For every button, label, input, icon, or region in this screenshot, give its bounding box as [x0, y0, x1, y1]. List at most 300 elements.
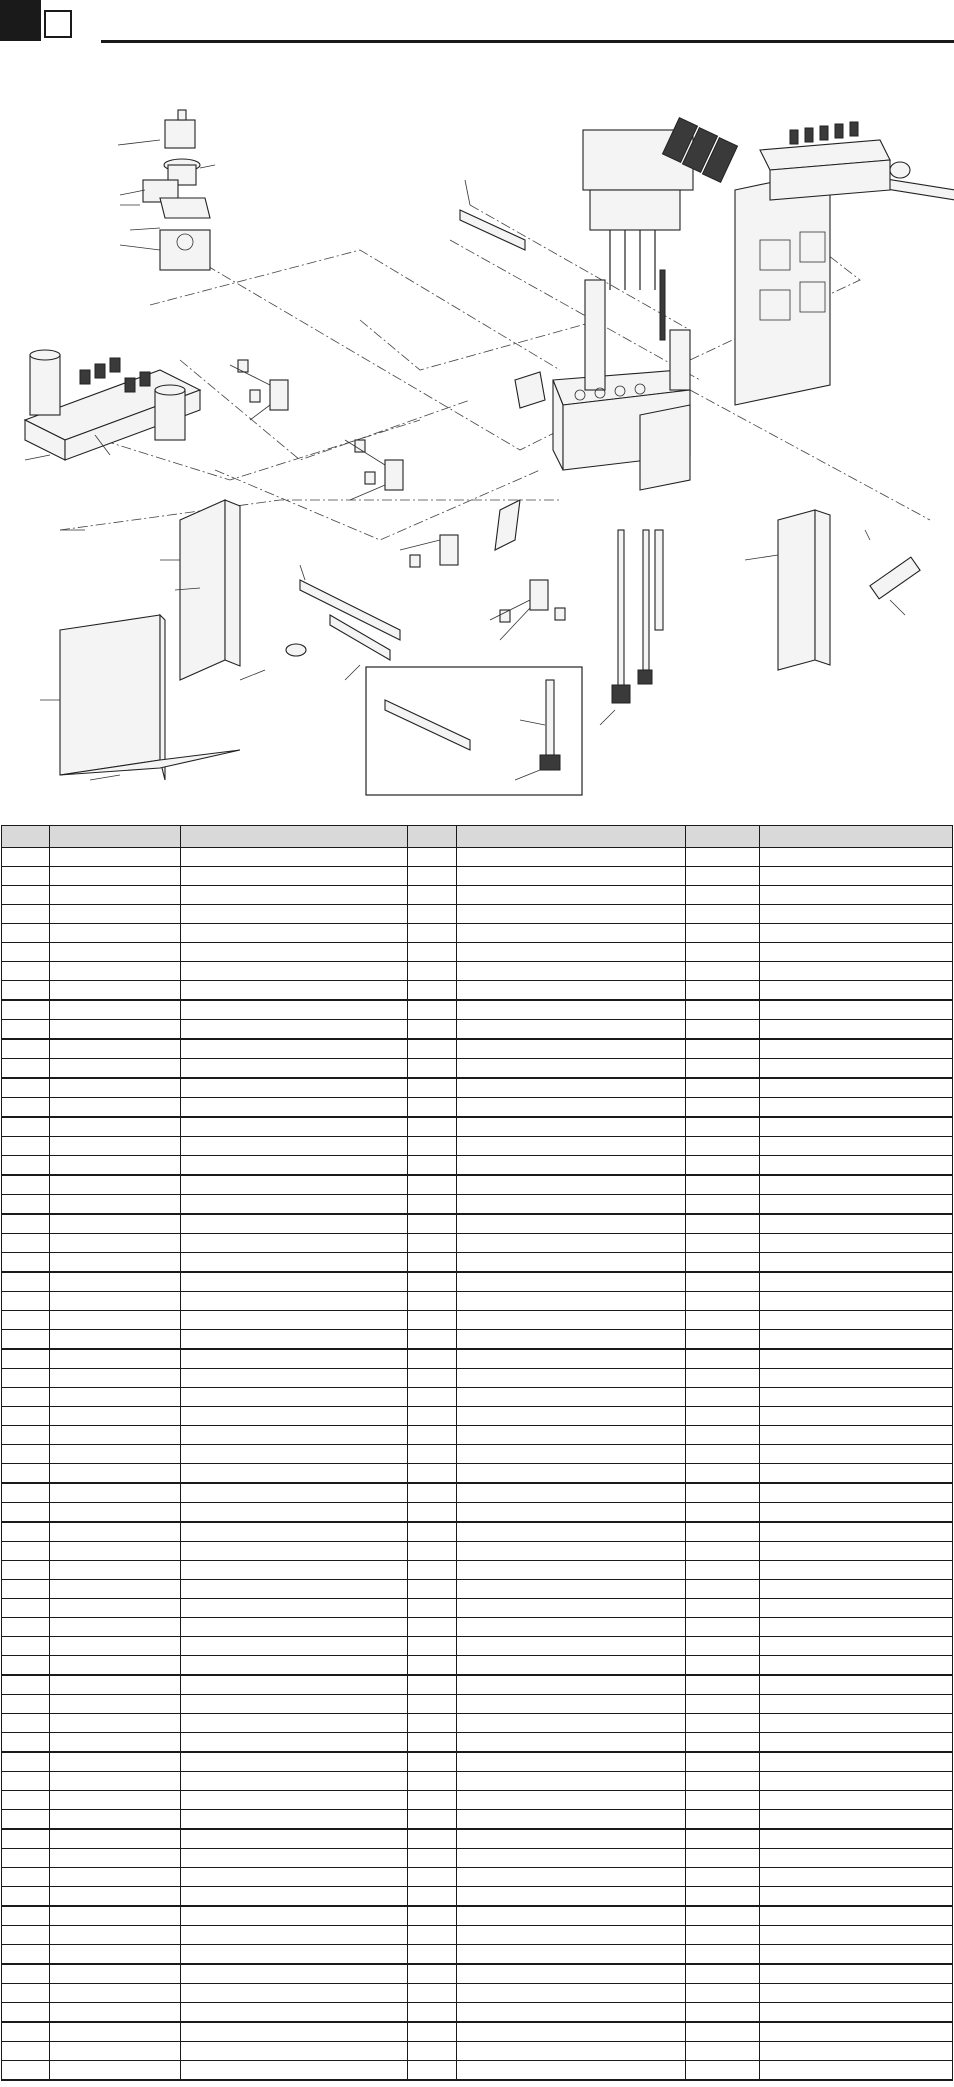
- table-row: [2, 1733, 953, 1753]
- table-cell: [686, 905, 760, 924]
- table-row: [2, 1156, 953, 1176]
- table-cell: [686, 1349, 760, 1369]
- table-cell: [686, 2003, 760, 2023]
- table-cell: [2, 1656, 50, 1676]
- table-cell: [2, 962, 50, 981]
- table-cell: [686, 1984, 760, 2003]
- table-cell: [686, 1137, 760, 1156]
- table-cell: [457, 848, 686, 867]
- table-cell: [686, 1599, 760, 1618]
- table-cell: [686, 1234, 760, 1253]
- slide-rail: [286, 565, 400, 680]
- table-cell: [50, 981, 181, 1001]
- table-cell: [2, 2042, 50, 2061]
- table-cell: [50, 1253, 181, 1273]
- table-cell: [408, 1426, 457, 1445]
- table-cell: [457, 1272, 686, 1292]
- table-cell: [408, 1137, 457, 1156]
- table-cell: [50, 1483, 181, 1503]
- table-cell: [50, 1714, 181, 1733]
- table-cell: [408, 1695, 457, 1714]
- table-cell: [760, 962, 953, 981]
- table-cell: [181, 1020, 408, 1040]
- table-row: [2, 1483, 953, 1503]
- table-row: [2, 1964, 953, 1984]
- table-cell: [408, 1156, 457, 1176]
- table-cell: [686, 1253, 760, 1273]
- table-cell: [686, 924, 760, 943]
- table-row: [2, 1445, 953, 1464]
- table-cell: [408, 1292, 457, 1311]
- table-cell: [457, 1156, 686, 1176]
- table-cell: [181, 1656, 408, 1676]
- table-cell: [457, 1059, 686, 1079]
- table-cell: [760, 1388, 953, 1407]
- table-cell: [50, 1349, 181, 1369]
- table-cell: [50, 1656, 181, 1676]
- table-cell: [2, 981, 50, 1001]
- table-cell: [2, 1175, 50, 1195]
- table-cell: [408, 1599, 457, 1618]
- table-cell: [50, 1330, 181, 1350]
- table-cell: [408, 2022, 457, 2042]
- table-cell: [408, 1906, 457, 1926]
- table-cell: [2, 1984, 50, 2003]
- table-cell: [50, 1000, 181, 1020]
- table-cell: [457, 1599, 686, 1618]
- table-cell: [408, 1078, 457, 1098]
- table-cell: [457, 1464, 686, 1484]
- table-cell: [760, 1675, 953, 1695]
- table-cell: [686, 1369, 760, 1388]
- table-cell: [408, 1253, 457, 1273]
- table-cell: [760, 1330, 953, 1350]
- table-cell: [181, 1637, 408, 1656]
- table-cell: [408, 1000, 457, 1020]
- table-cell: [760, 1964, 953, 1984]
- table-row: [2, 1426, 953, 1445]
- table-cell: [2, 1253, 50, 1273]
- table-cell: [760, 1078, 953, 1098]
- table-cell: [2, 2003, 50, 2023]
- table-cell: [686, 1311, 760, 1330]
- table-cell: [760, 1445, 953, 1464]
- parts-table: [1, 825, 953, 2081]
- table-cell: [760, 1618, 953, 1637]
- table-cell: [686, 1733, 760, 1753]
- table-cell: [50, 1849, 181, 1868]
- table-cell: [2, 1791, 50, 1810]
- table-cell: [457, 1522, 686, 1542]
- table-cell: [760, 1020, 953, 1040]
- table-cell: [50, 924, 181, 943]
- table-cell: [457, 1503, 686, 1523]
- table-row: [2, 1868, 953, 1887]
- table-cell: [408, 1580, 457, 1599]
- table-cell: [181, 962, 408, 981]
- table-cell: [181, 1000, 408, 1020]
- table-cell: [408, 1561, 457, 1580]
- table-cell: [50, 886, 181, 905]
- table-cell: [408, 1656, 457, 1676]
- table-cell: [181, 1175, 408, 1195]
- table-cell: [760, 1195, 953, 1215]
- table-cell: [760, 1000, 953, 1020]
- table-cell: [457, 1078, 686, 1098]
- table-row: [2, 962, 953, 981]
- table-row: [2, 1618, 953, 1637]
- header-rule: [101, 40, 954, 43]
- table-cell: [2, 1599, 50, 1618]
- column-header: [408, 826, 457, 848]
- table-cell: [181, 1039, 408, 1059]
- table-cell: [2, 1234, 50, 1253]
- table-cell: [457, 1175, 686, 1195]
- table-cell: [457, 1810, 686, 1830]
- table-cell: [457, 1887, 686, 1907]
- table-row: [2, 1253, 953, 1273]
- table-cell: [457, 1656, 686, 1676]
- table-cell: [408, 981, 457, 1001]
- table-cell: [408, 943, 457, 962]
- table-cell: [760, 1849, 953, 1868]
- table-cell: [457, 1542, 686, 1561]
- table-cell: [457, 1137, 686, 1156]
- table-cell: [457, 905, 686, 924]
- table-cell: [457, 1829, 686, 1849]
- table-row: [2, 981, 953, 1001]
- table-cell: [760, 1137, 953, 1156]
- table-row: [2, 1675, 953, 1695]
- table-cell: [760, 1752, 953, 1772]
- table-cell: [2, 1407, 50, 1426]
- table-row: [2, 2022, 953, 2042]
- table-cell: [2, 1772, 50, 1791]
- table-cell: [50, 1137, 181, 1156]
- table-row: [2, 1272, 953, 1292]
- table-row: [2, 1078, 953, 1098]
- table-cell: [457, 1000, 686, 1020]
- table-cell: [181, 1445, 408, 1464]
- table-cell: [760, 1175, 953, 1195]
- table-cell: [181, 1483, 408, 1503]
- table-row: [2, 1234, 953, 1253]
- table-cell: [50, 962, 181, 981]
- table-cell: [50, 1868, 181, 1887]
- table-cell: [408, 1039, 457, 1059]
- table-cell: [50, 1599, 181, 1618]
- table-cell: [181, 1059, 408, 1079]
- table-row: [2, 1752, 953, 1772]
- table-cell: [181, 2042, 408, 2061]
- table-cell: [2, 1810, 50, 1830]
- table-cell: [2, 1117, 50, 1137]
- table-cell: [2, 924, 50, 943]
- table-cell: [408, 1214, 457, 1234]
- table-cell: [457, 1752, 686, 1772]
- column-header: [457, 826, 686, 848]
- table-cell: [686, 1580, 760, 1599]
- table-cell: [408, 2003, 457, 2023]
- table-cell: [181, 1156, 408, 1176]
- table-cell: [457, 1868, 686, 1887]
- column-header: [50, 826, 181, 848]
- table-cell: [50, 1039, 181, 1059]
- table-cell: [2, 848, 50, 867]
- table-cell: [686, 848, 760, 867]
- table-cell: [50, 1059, 181, 1079]
- table-cell: [50, 867, 181, 886]
- cylinder-assembly: [118, 110, 215, 270]
- parts-table-header-row: [2, 826, 953, 848]
- table-cell: [2, 1733, 50, 1753]
- table-cell: [686, 1849, 760, 1868]
- table-cell: [2, 867, 50, 886]
- table-cell: [686, 1292, 760, 1311]
- table-cell: [408, 1984, 457, 2003]
- table-cell: [181, 2003, 408, 2023]
- table-cell: [2, 2022, 50, 2042]
- table-cell: [457, 1117, 686, 1137]
- table-cell: [2, 1964, 50, 1984]
- table-cell: [686, 886, 760, 905]
- table-cell: [2, 1330, 50, 1350]
- table-cell: [2, 1388, 50, 1407]
- table-row: [2, 1906, 953, 1926]
- table-row: [2, 1311, 953, 1330]
- table-cell: [408, 1369, 457, 1388]
- table-cell: [457, 1675, 686, 1695]
- table-cell: [181, 1195, 408, 1215]
- table-cell: [2, 2061, 50, 2081]
- table-cell: [686, 1445, 760, 1464]
- table-cell: [2, 1059, 50, 1079]
- table-cell: [408, 1618, 457, 1637]
- table-cell: [686, 1868, 760, 1887]
- table-cell: [457, 1580, 686, 1599]
- table-cell: [181, 1887, 408, 1907]
- table-cell: [686, 1214, 760, 1234]
- table-cell: [408, 1964, 457, 1984]
- table-cell: [408, 1272, 457, 1292]
- table-cell: [2, 1868, 50, 1887]
- table-cell: [181, 1599, 408, 1618]
- table-row: [2, 1772, 953, 1791]
- table-cell: [2, 1195, 50, 1215]
- table-cell: [50, 1772, 181, 1791]
- table-cell: [760, 1580, 953, 1599]
- table-row: [2, 1407, 953, 1426]
- table-cell: [457, 1214, 686, 1234]
- table-cell: [686, 1059, 760, 1079]
- table-cell: [686, 1561, 760, 1580]
- table-cell: [181, 1078, 408, 1098]
- table-cell: [457, 1330, 686, 1350]
- table-cell: [50, 1791, 181, 1810]
- table-cell: [181, 1849, 408, 1868]
- table-row: [2, 1829, 953, 1849]
- table-row: [2, 1791, 953, 1810]
- table-cell: [760, 848, 953, 867]
- table-cell: [760, 1039, 953, 1059]
- table-cell: [686, 1175, 760, 1195]
- table-cell: [457, 1926, 686, 1945]
- table-cell: [760, 2061, 953, 2081]
- table-cell: [408, 1483, 457, 1503]
- section-marker-box: [44, 10, 72, 38]
- table-cell: [408, 1234, 457, 1253]
- table-cell: [2, 1464, 50, 1484]
- table-cell: [50, 1445, 181, 1464]
- table-cell: [760, 886, 953, 905]
- table-cell: [408, 1020, 457, 1040]
- table-cell: [408, 1829, 457, 1849]
- table-cell: [181, 1714, 408, 1733]
- table-cell: [181, 905, 408, 924]
- table-cell: [760, 1829, 953, 1849]
- table-cell: [2, 1156, 50, 1176]
- table-cell: [457, 1984, 686, 2003]
- table-cell: [181, 1117, 408, 1137]
- table-cell: [408, 1752, 457, 1772]
- table-cell: [686, 1772, 760, 1791]
- table-cell: [181, 1580, 408, 1599]
- table-cell: [457, 1234, 686, 1253]
- table-cell: [408, 1791, 457, 1810]
- table-cell: [760, 1369, 953, 1388]
- table-cell: [408, 1542, 457, 1561]
- table-cell: [686, 2022, 760, 2042]
- table-cell: [2, 1020, 50, 1040]
- table-cell: [2, 1714, 50, 1733]
- table-cell: [408, 1349, 457, 1369]
- table-cell: [181, 1098, 408, 1118]
- table-cell: [760, 1117, 953, 1137]
- table-cell: [686, 1039, 760, 1059]
- table-cell: [2, 1292, 50, 1311]
- table-cell: [457, 1195, 686, 1215]
- table-cell: [457, 1964, 686, 1984]
- table-cell: [686, 1156, 760, 1176]
- table-row: [2, 1214, 953, 1234]
- table-cell: [760, 1926, 953, 1945]
- table-cell: [408, 1772, 457, 1791]
- table-row: [2, 1887, 953, 1907]
- table-cell: [408, 1522, 457, 1542]
- table-row: [2, 1984, 953, 2003]
- table-cell: [457, 1849, 686, 1868]
- table-row: [2, 1369, 953, 1388]
- table-cell: [457, 1292, 686, 1311]
- table-cell: [686, 1078, 760, 1098]
- rear-frame-plate: [735, 122, 954, 405]
- table-cell: [2, 1618, 50, 1637]
- table-cell: [50, 848, 181, 867]
- table-cell: [760, 1407, 953, 1426]
- table-cell: [2, 1580, 50, 1599]
- table-cell: [50, 1522, 181, 1542]
- table-cell: [2, 1945, 50, 1965]
- table-cell: [686, 1695, 760, 1714]
- table-cell: [181, 1292, 408, 1311]
- table-cell: [760, 1542, 953, 1561]
- table-cell: [686, 1906, 760, 1926]
- table-cell: [457, 1253, 686, 1273]
- table-row: [2, 867, 953, 886]
- table-cell: [686, 2042, 760, 2061]
- table-cell: [408, 886, 457, 905]
- table-row: [2, 2061, 953, 2081]
- table-cell: [2, 1675, 50, 1695]
- table-cell: [686, 1714, 760, 1733]
- table-cell: [760, 943, 953, 962]
- parts-table-body: [2, 848, 953, 2081]
- table-cell: [457, 1791, 686, 1810]
- table-cell: [2, 1272, 50, 1292]
- table-cell: [50, 1292, 181, 1311]
- table-cell: [181, 1561, 408, 1580]
- table-row: [2, 1561, 953, 1580]
- table-cell: [181, 1253, 408, 1273]
- table-cell: [181, 1522, 408, 1542]
- table-cell: [457, 2061, 686, 2081]
- table-cell: [457, 1349, 686, 1369]
- table-cell: [457, 1020, 686, 1040]
- top-bar: [460, 180, 545, 550]
- table-cell: [2, 1906, 50, 1926]
- table-cell: [50, 1945, 181, 1965]
- table-row: [2, 1020, 953, 1040]
- table-cell: [686, 1503, 760, 1523]
- table-cell: [760, 1637, 953, 1656]
- table-cell: [408, 1464, 457, 1484]
- table-cell: [457, 962, 686, 981]
- table-cell: [2, 1926, 50, 1945]
- table-cell: [408, 2042, 457, 2061]
- table-cell: [50, 1214, 181, 1234]
- table-cell: [408, 867, 457, 886]
- table-row: [2, 1117, 953, 1137]
- table-cell: [760, 1349, 953, 1369]
- table-cell: [181, 1464, 408, 1484]
- table-cell: [457, 1695, 686, 1714]
- table-cell: [181, 943, 408, 962]
- table-row: [2, 1810, 953, 1830]
- table-cell: [686, 1945, 760, 1965]
- table-cell: [50, 1020, 181, 1040]
- table-cell: [686, 1195, 760, 1215]
- table-cell: [760, 924, 953, 943]
- table-row: [2, 905, 953, 924]
- table-cell: [408, 962, 457, 981]
- table-cell: [50, 1675, 181, 1695]
- table-cell: [50, 1156, 181, 1176]
- table-cell: [181, 1369, 408, 1388]
- table-cell: [2, 1349, 50, 1369]
- table-cell: [760, 1714, 953, 1733]
- table-cell: [408, 1175, 457, 1195]
- table-row: [2, 848, 953, 867]
- table-row: [2, 886, 953, 905]
- table-row: [2, 2003, 953, 2023]
- table-cell: [457, 2022, 686, 2042]
- table-cell: [457, 2042, 686, 2061]
- table-cell: [181, 1733, 408, 1753]
- table-cell: [181, 886, 408, 905]
- table-cell: [2, 1503, 50, 1523]
- central-frame: [553, 118, 738, 490]
- table-cell: [50, 1906, 181, 1926]
